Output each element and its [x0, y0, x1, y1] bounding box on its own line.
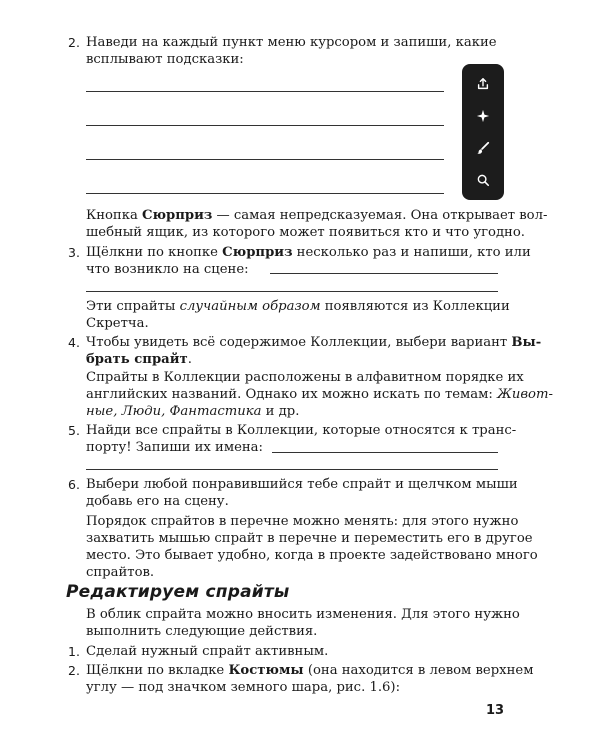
q2-line1: Наведи на каждый пункт меню курсором и запиши, какие	[86, 35, 497, 50]
text-run: Чтобы увидеть всё содержимое Коллекции, выбери вариант	[86, 335, 512, 350]
text-run: несколько раз и напиши, кто или	[292, 245, 531, 260]
text-run: английских названий. Однако их можно искать по темам:	[86, 387, 498, 402]
text-run: появляются из Коллекции	[320, 299, 510, 314]
step1-text: Сделай нужный спрайт активным.	[86, 644, 329, 659]
q2-line2: всплывают подсказки:	[86, 52, 244, 67]
search-button[interactable]	[470, 167, 496, 193]
q5-line2: порту! Запиши их имена:	[86, 440, 263, 455]
para-order-line3: место. Это бывает удобно, когда в проекте задействовано много	[86, 548, 538, 563]
bold-term-choose-sprite: Вы-	[511, 335, 542, 350]
answer-line-q3b[interactable]	[86, 291, 498, 292]
para-alpha-line3	[86, 403, 299, 420]
search-icon	[476, 173, 490, 187]
q6-number: 6.	[68, 477, 80, 492]
text-run: Эти спрайты	[86, 299, 180, 314]
italic-term: Живот-	[497, 387, 553, 402]
section-heading: Редактируем спрайты	[66, 582, 290, 602]
text-run: — самая непредсказуемая. Она открывает вол-	[212, 208, 548, 223]
upload-icon	[476, 77, 490, 91]
q6-line2: добавь его на сцену.	[86, 494, 229, 509]
q3-line1	[86, 244, 531, 261]
answer-line-q3a[interactable]	[270, 273, 498, 274]
text-run: Щёлкни по кнопке	[86, 245, 223, 260]
para-alpha-line2	[86, 386, 553, 403]
bold-term-costumes: Костюмы	[228, 663, 304, 678]
sparkle-icon	[476, 109, 490, 123]
para-order-line4: спрайтов.	[86, 565, 155, 580]
q5-line1: Найди все спрайты в Коллекции, которые относятся к транс-	[86, 423, 517, 438]
bold-term-surprise: Сюрприз	[142, 208, 213, 223]
step2-line2: углу — под значком земного шара, рис. 1.6):	[86, 680, 401, 695]
floating-toolbar	[462, 64, 504, 200]
para-alpha-line1: Спрайты в Коллекции расположены в алфавитном порядке их	[86, 370, 524, 385]
text-run: и др.	[261, 404, 300, 419]
para-surprise-line1	[86, 207, 547, 224]
answer-line-1[interactable]	[86, 91, 444, 92]
answer-line-q5a[interactable]	[272, 452, 498, 453]
q3-number: 3.	[68, 245, 80, 260]
sparkle-button[interactable]	[470, 103, 496, 129]
step2-line1	[86, 662, 533, 679]
bold-term-surprise: Сюрприз	[222, 245, 293, 260]
para-random-line1	[86, 298, 510, 315]
q3-line2: что возникло на сцене:	[86, 262, 249, 277]
page-number: 13	[486, 703, 505, 718]
text-run: Кнопка	[86, 208, 143, 223]
step1-number: 1.	[68, 644, 80, 659]
answer-line-3[interactable]	[86, 159, 444, 160]
q6-line1: Выбери любой понравившийся тебе спрайт и щелчком мыши	[86, 477, 518, 492]
step2-number: 2.	[68, 663, 80, 678]
text-run: (она находится в левом верхнем	[303, 663, 534, 678]
para-order-line2: захватить мышью спрайт в перечне и переместить его в другое	[86, 531, 533, 546]
text-run: Щёлкни по вкладке	[86, 663, 229, 678]
para-random-line2: Скретча.	[86, 316, 149, 331]
paint-brush-button[interactable]	[470, 135, 496, 161]
q4-line1	[86, 334, 541, 351]
answer-line-2[interactable]	[86, 125, 444, 126]
upload-button[interactable]	[470, 71, 496, 97]
bold-term-choose-sprite: брать спрайт	[86, 352, 188, 367]
para-surprise-line2: шебный ящик, из которого может появиться кто и что угодно.	[86, 225, 525, 240]
text-run: .	[187, 352, 192, 367]
para-edit-line1: В облик спрайта можно вносить изменения. Для этого нужно	[86, 607, 520, 622]
italic-term: случайным образом	[179, 299, 321, 314]
q5-number: 5.	[68, 423, 80, 438]
q2-number: 2.	[68, 35, 80, 50]
italic-term: ные, Люди, Фантастика	[86, 404, 262, 419]
q4-number: 4.	[68, 335, 80, 350]
para-order-line1: Порядок спрайтов в перечне можно менять: для этого нужно	[86, 514, 519, 529]
q4-line2	[86, 351, 192, 368]
para-edit-line2: выполнить следующие действия.	[86, 624, 318, 639]
paint-brush-icon	[476, 141, 490, 155]
answer-line-q5b[interactable]	[86, 469, 498, 470]
answer-line-4[interactable]	[86, 193, 444, 194]
